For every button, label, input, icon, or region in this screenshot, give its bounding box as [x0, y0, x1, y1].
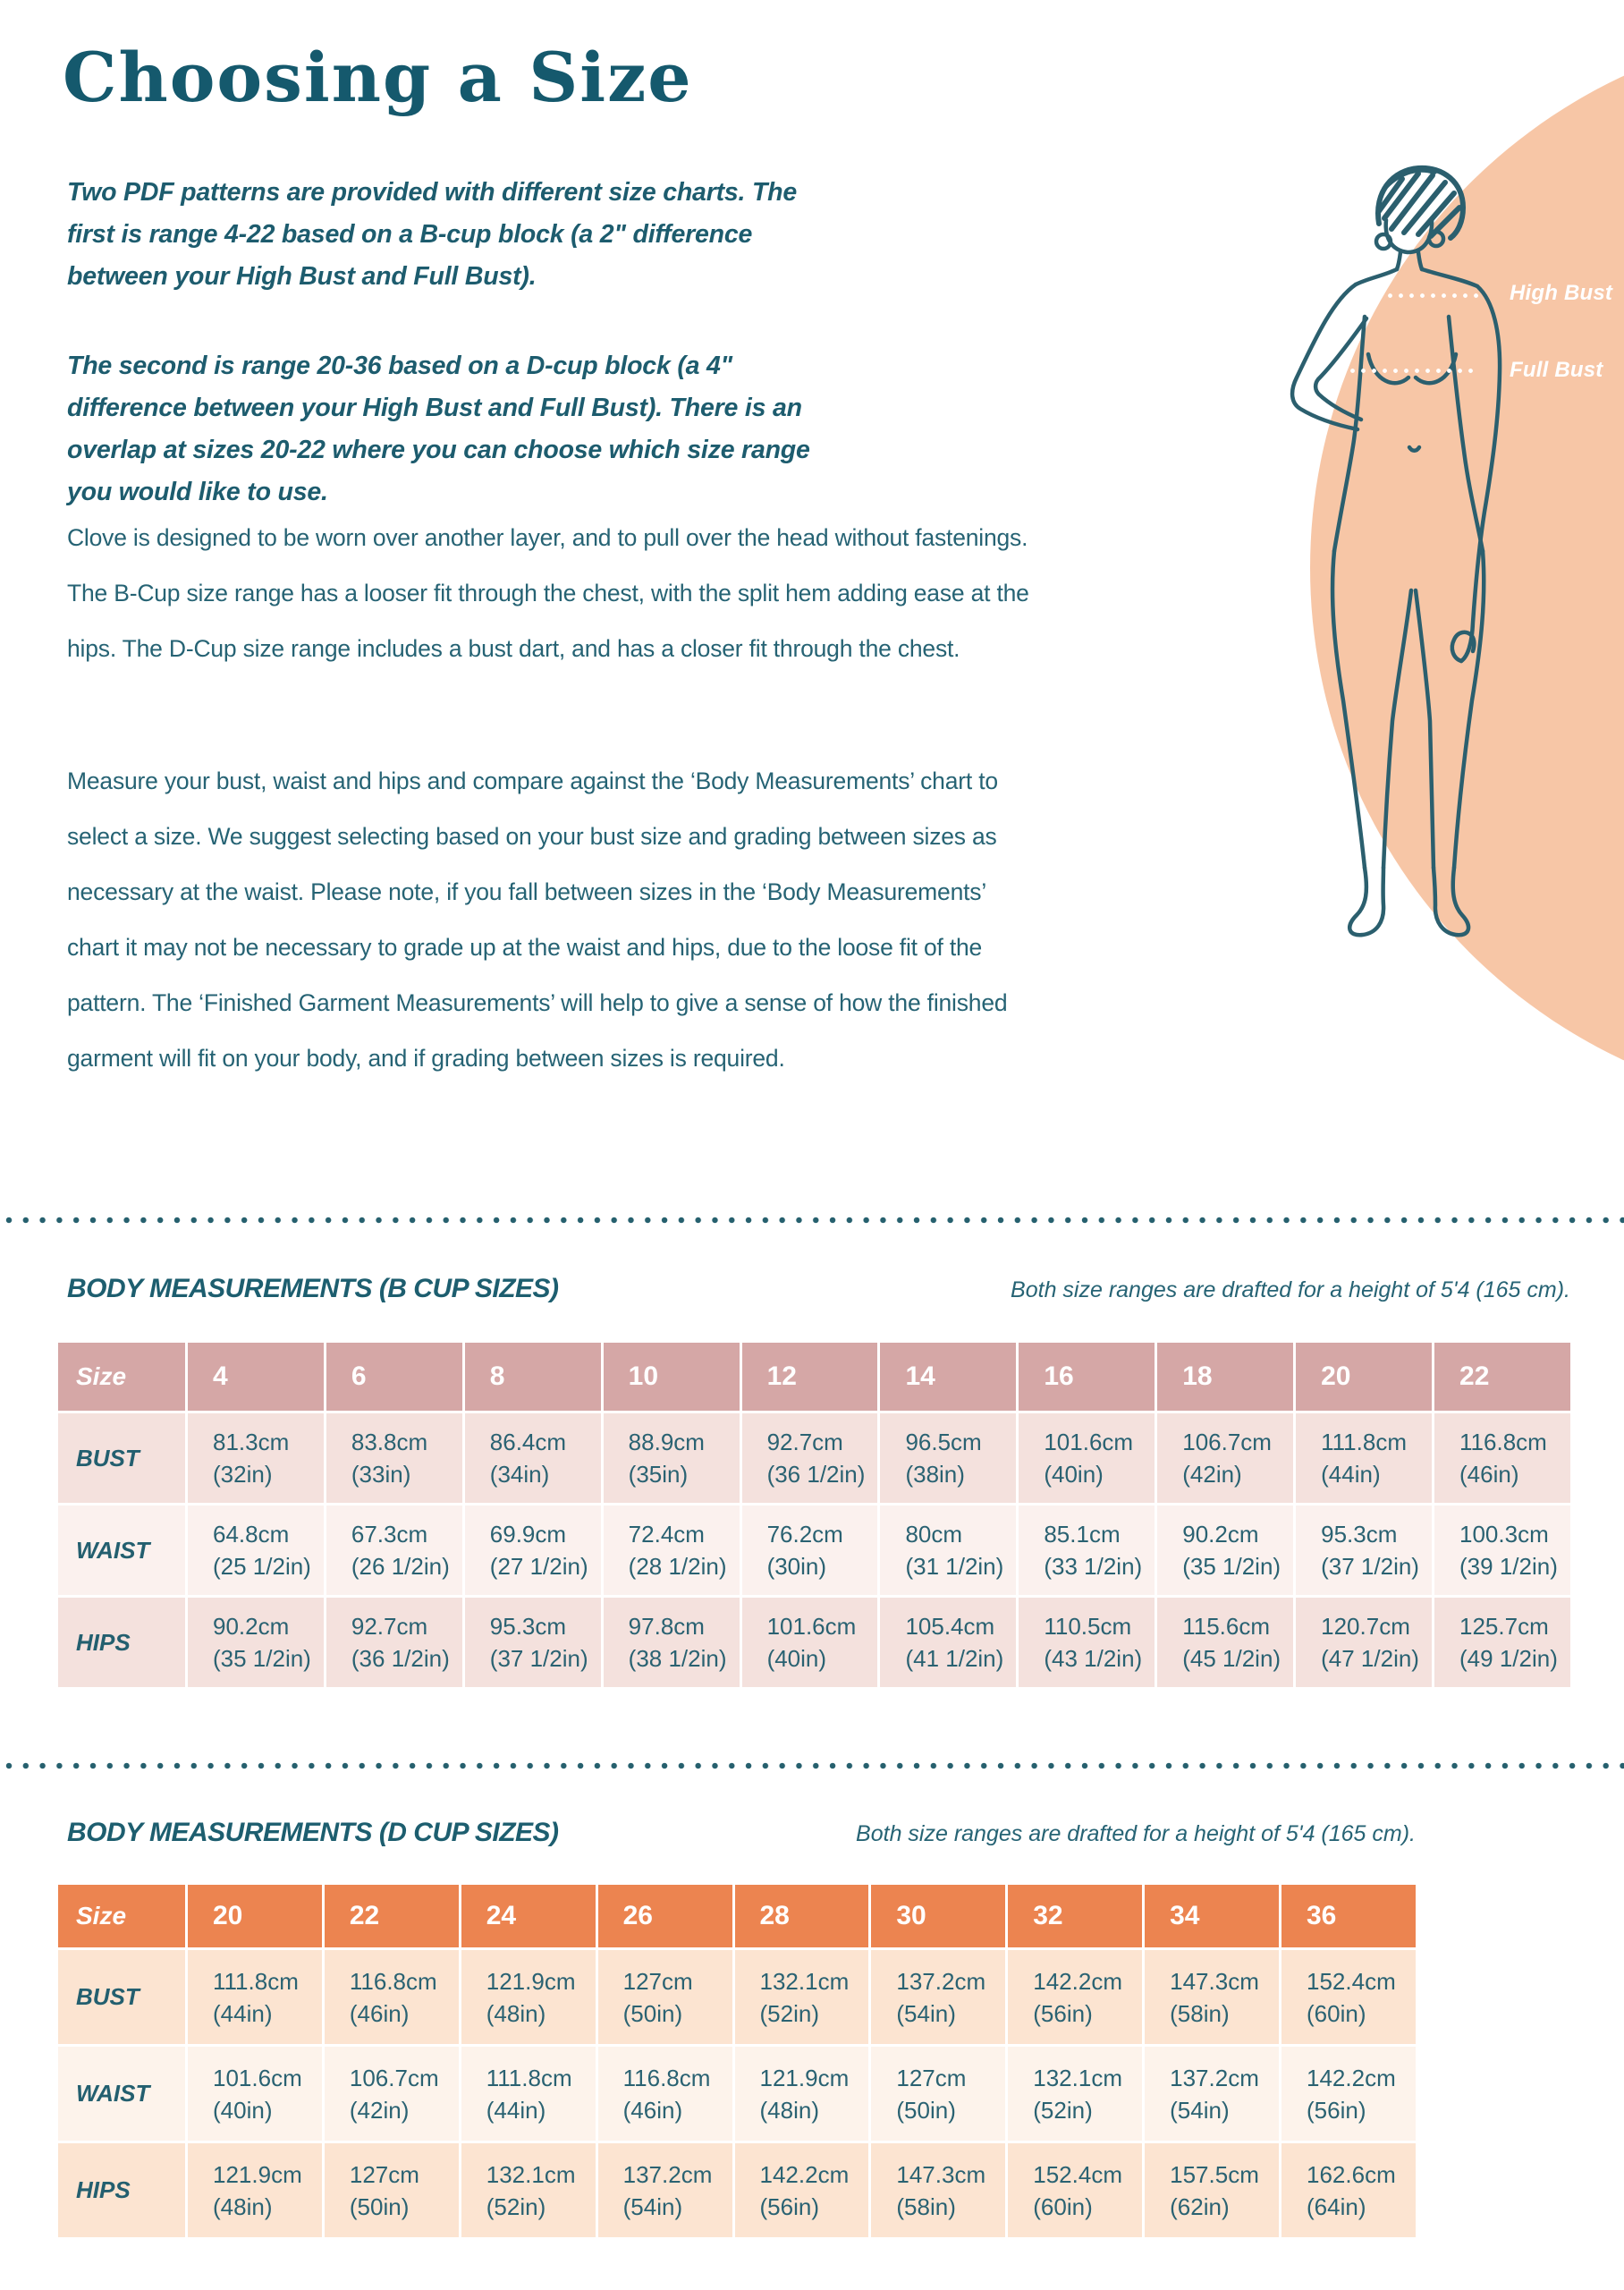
measurement-cell: 105.4cm (41 1/2in) — [880, 1598, 1016, 1687]
measurement-cell: 110.5cm (43 1/2in) — [1019, 1598, 1155, 1687]
size-column-header: 18 — [1157, 1343, 1293, 1411]
intro-paragraph-bcup: Two PDF patterns are provided with different size charts. The first is range 4-22 based on a B-cup block (a 2" difference between your High Bust and Full Bust). — [67, 178, 798, 291]
measurement-cell: 80cm (31 1/2in) — [880, 1505, 1016, 1595]
row-label-hips: HIPS — [58, 1598, 185, 1687]
measurement-row — [58, 1950, 1416, 2044]
d-cup-section-header — [58, 1818, 1416, 1848]
measurement-cell: 132.1cm (52in) — [461, 2143, 596, 2237]
size-column-header: 20 — [1296, 1343, 1432, 1411]
measurement-cell: 111.8cm (44in) — [188, 1950, 322, 2044]
measurement-cell: 127cm (50in) — [598, 1950, 732, 2044]
measurement-cell: 137.2cm (54in) — [598, 2143, 732, 2237]
size-column-header: 28 — [735, 1885, 869, 1947]
size-column-header: 36 — [1281, 1885, 1416, 1947]
full-bust-dotted-line — [1350, 369, 1479, 373]
measurement-cell: 147.3cm (58in) — [871, 2143, 1005, 2237]
row-label-bust: BUST — [58, 1950, 185, 2044]
full-bust-label: Full Bust — [1510, 358, 1603, 382]
measurement-cell: 72.4cm (28 1/2in) — [604, 1505, 740, 1595]
measurement-cell: 162.6cm (64in) — [1281, 2143, 1416, 2237]
measurement-cell: 111.8cm (44in) — [1296, 1413, 1432, 1503]
measurement-row — [58, 2143, 1416, 2237]
measurement-cell: 157.5cm (62in) — [1145, 2143, 1279, 2237]
measurement-cell: 121.9cm (48in) — [735, 2047, 869, 2141]
measurement-cell: 121.9cm (48in) — [188, 2143, 322, 2237]
measurement-row — [58, 2047, 1416, 2141]
size-column-header: 22 — [325, 1885, 459, 1947]
measuring-instructions-paragraph: Measure your bust, waist and hips and compare against the ‘Body Measurements’ chart to select a size. We suggest selecting based on your bust size and grading between sizes as necessary at the waist. Please note, if you fall between sizes in the ‘Body Measurements’ chart it may not be necessary to grade up at the waist and hips, due to the loose fit of the pattern. The ‘Finished Garment Measurements’ will help to give a sense of how the finished garment will fit on your body, and if grading between sizes is required. — [67, 768, 1008, 1072]
measurement-cell: 137.2cm (54in) — [871, 1950, 1005, 2044]
b-cup-section-header — [58, 1274, 1570, 1304]
size-column-header: 20 — [188, 1885, 322, 1947]
section-caption: Both size ranges are drafted for a height of 5'4 (165 cm). — [1011, 1277, 1570, 1302]
section-heading-d-cup: BODY MEASUREMENTS (D CUP SIZES) — [67, 1818, 559, 1847]
measurement-cell: 115.6cm (45 1/2in) — [1157, 1598, 1293, 1687]
measurement-cell: 101.6cm (40in) — [188, 2047, 322, 2141]
measurement-cell: 90.2cm (35 1/2in) — [1157, 1505, 1293, 1595]
measurement-row — [58, 1598, 1570, 1687]
measurement-cell: 116.8cm (46in) — [325, 1950, 459, 2044]
row-label-hips: HIPS — [58, 2143, 185, 2237]
measurement-cell: 92.7cm (36 1/2in) — [326, 1598, 462, 1687]
measurement-cell: 132.1cm (52in) — [735, 1950, 869, 2044]
measurement-cell: 142.2cm (56in) — [1281, 2047, 1416, 2141]
measurement-cell: 111.8cm (44in) — [461, 2047, 596, 2141]
measurement-cell: 127cm (50in) — [325, 2143, 459, 2237]
b-cup-measurements-table — [55, 1340, 1573, 1690]
measurement-cell: 127cm (50in) — [871, 2047, 1005, 2141]
measurement-cell: 101.6cm (40in) — [742, 1598, 878, 1687]
page-title: Choosing a Size — [63, 38, 693, 117]
row-label-bust: BUST — [58, 1413, 185, 1503]
measurement-cell: 101.6cm (40in) — [1019, 1413, 1155, 1503]
measurement-cell: 64.8cm (25 1/2in) — [188, 1505, 324, 1595]
body-figure-illustration — [1243, 132, 1529, 946]
size-column-header: 22 — [1434, 1343, 1570, 1411]
measurement-cell: 142.2cm (56in) — [1008, 1950, 1142, 2044]
measurement-cell: 81.3cm (32in) — [188, 1413, 324, 1503]
dotted-separator — [5, 1762, 1624, 1769]
size-column-header: 26 — [598, 1885, 732, 1947]
dotted-separator — [5, 1217, 1624, 1224]
measurement-cell: 95.3cm (37 1/2in) — [465, 1598, 601, 1687]
row-label-waist: WAIST — [58, 2047, 185, 2141]
measurement-cell: 67.3cm (26 1/2in) — [326, 1505, 462, 1595]
measurement-cell: 116.8cm (46in) — [1434, 1413, 1570, 1503]
size-column-header: 12 — [742, 1343, 878, 1411]
fit-description-paragraph: Clove is designed to be worn over another layer, and to pull over the head without fastenings. The B-Cup size range has a looser fit through the chest, with the split hem adding ease at the hips. The D-Cup size range includes a bust dart, and has a closer fit through the chest. — [67, 524, 1029, 662]
size-column-header: 10 — [604, 1343, 740, 1411]
measurement-cell: 85.1cm (33 1/2in) — [1019, 1505, 1155, 1595]
row-label-waist: WAIST — [58, 1505, 185, 1595]
measurement-cell: 152.4cm (60in) — [1008, 2143, 1142, 2237]
measurement-cell: 76.2cm (30in) — [742, 1505, 878, 1595]
measurement-cell: 97.8cm (38 1/2in) — [604, 1598, 740, 1687]
measurement-cell: 137.2cm (54in) — [1145, 2047, 1279, 2141]
d-cup-measurements-table — [55, 1882, 1418, 2240]
measurement-row — [58, 1413, 1570, 1503]
measurement-cell: 132.1cm (52in) — [1008, 2047, 1142, 2141]
measurement-cell: 116.8cm (46in) — [598, 2047, 732, 2141]
section-heading-b-cup: BODY MEASUREMENTS (B CUP SIZES) — [67, 1274, 559, 1303]
measurement-cell: 86.4cm (34in) — [465, 1413, 601, 1503]
measurement-cell: 142.2cm (56in) — [735, 2143, 869, 2237]
measurement-cell: 100.3cm (39 1/2in) — [1434, 1505, 1570, 1595]
size-column-header: 34 — [1145, 1885, 1279, 1947]
size-column-header: 8 — [465, 1343, 601, 1411]
measurement-row — [58, 1505, 1570, 1595]
size-column-header: 6 — [326, 1343, 462, 1411]
measurement-cell: 120.7cm (47 1/2in) — [1296, 1598, 1432, 1687]
table-size-label: Size — [58, 1885, 185, 1947]
size-column-header: 32 — [1008, 1885, 1142, 1947]
measurement-cell: 106.7cm (42in) — [1157, 1413, 1293, 1503]
size-column-header: 14 — [880, 1343, 1016, 1411]
table-size-label: Size — [58, 1343, 185, 1411]
intro-paragraph-dcup: The second is range 20-36 based on a D-cup block (a 4" difference between your High Bust and Full Bust). There is an overlap at sizes 20-22 where you can choose which size range you would like to use. — [67, 352, 810, 506]
section-caption: Both size ranges are drafted for a height of 5'4 (165 cm). — [856, 1821, 1416, 1846]
measurement-cell: 69.9cm (27 1/2in) — [465, 1505, 601, 1595]
measurement-cell: 121.9cm (48in) — [461, 1950, 596, 2044]
measurement-cell: 90.2cm (35 1/2in) — [188, 1598, 324, 1687]
measurement-cell: 152.4cm (60in) — [1281, 1950, 1416, 2044]
measurement-cell: 88.9cm (35in) — [604, 1413, 740, 1503]
measurement-cell: 147.3cm (58in) — [1145, 1950, 1279, 2044]
size-column-header: 16 — [1019, 1343, 1155, 1411]
high-bust-dotted-line — [1366, 293, 1479, 298]
size-column-header: 24 — [461, 1885, 596, 1947]
measurement-cell: 125.7cm (49 1/2in) — [1434, 1598, 1570, 1687]
measurement-cell: 95.3cm (37 1/2in) — [1296, 1505, 1432, 1595]
high-bust-label: High Bust — [1510, 281, 1613, 305]
size-column-header: 4 — [188, 1343, 324, 1411]
measurement-cell: 92.7cm (36 1/2in) — [742, 1413, 878, 1503]
hair-icon — [1378, 168, 1463, 238]
measurement-cell: 106.7cm (42in) — [325, 2047, 459, 2141]
size-column-header: 30 — [871, 1885, 1005, 1947]
measurement-cell: 96.5cm (38in) — [880, 1413, 1016, 1503]
measurement-cell: 83.8cm (33in) — [326, 1413, 462, 1503]
